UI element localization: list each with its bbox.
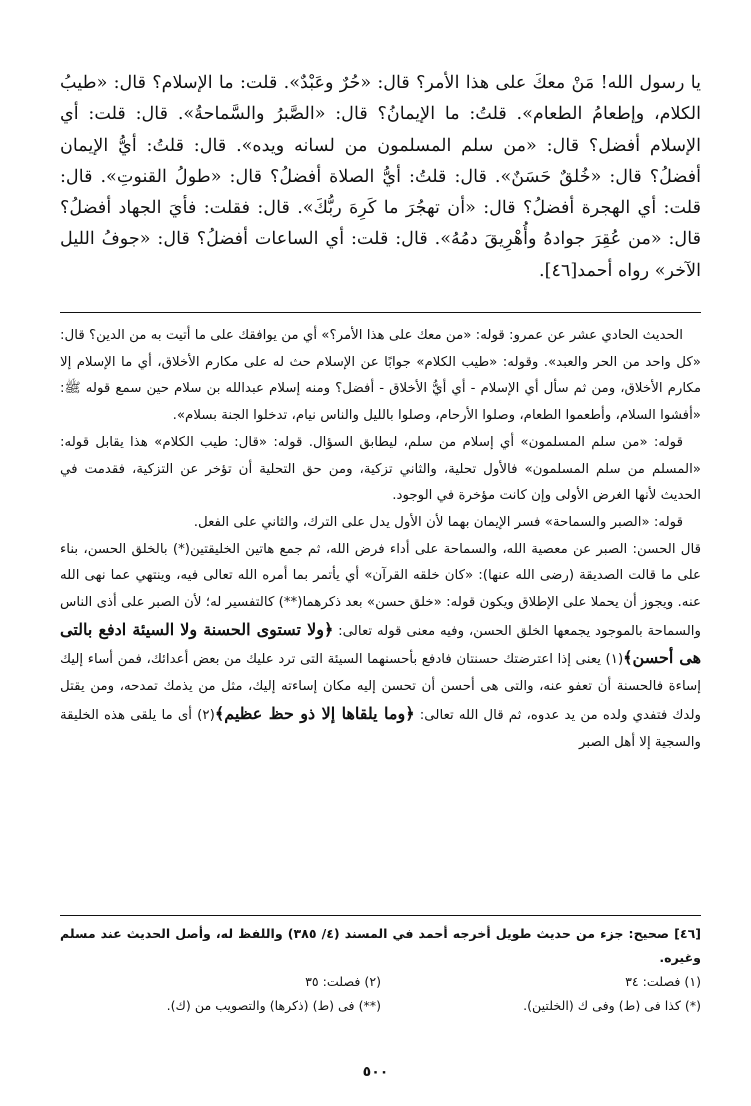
commentary-text: (١) يعنى إذا اعترضتك حسنتان فادفع بأحسنهما السيئة التى ترد عليك من بعض أعدائك، فمن أساء إليك إساءة فالحسنة أن تعفو عنه، والتى هى أحسن أن تحسن إليه مكان إساءته إليك، مثل من يذمك تمدحه، ومن يقتل ولدك فتفدي ولده من يد عدوه، ثم قال الله تعالى: xyxy=(60,652,701,723)
commentary-text: (٢) أى ما يلقى هذه الخليقة والسجية إلا أهل الصبر xyxy=(60,707,701,750)
footnotes xyxy=(60,922,701,1018)
commentary-paragraph-3: قوله: «الصبر والسماحة» فسر الإيمان بهما لأن الأول يدل على الترك، والثاني على الفعل. xyxy=(193,514,683,530)
footnote-star: (*) كذا فى (ط) وفى ك (الخلتين). xyxy=(523,998,701,1013)
quran-verse: ﴿وما يلقاها إلا ذو حظ عظيم﴾ xyxy=(214,703,415,723)
commentary-paragraph-1: الحديث الحادي عشر عن عمرو: قوله: «من معك على هذا الأمر؟» أي من يوافقك على ما أتيت به من الدين؟ قال: «كل واحد من الحر والعبد». وقوله: «طيب الكلام» جوابًا عن الإسلام حث له على مكارم الأخلاق، أي ما الإسلام إلا مكارم الأخلاق، ومن ثم سأل أي الإسلام - أي أيُّ الأخلاق - أفضل؟ ومنه إسلام عبدالله بن سلام حين سمع قوله ﷺ: «أفشوا السلام، وأطعموا الطعام، وصلوا الأرحام، وصلوا بالليل والناس نيام، تدخلوا الجنة بسلام». xyxy=(60,328,701,424)
commentary-paragraph-4 xyxy=(60,537,701,757)
quran-verse: ﴿ولا تستوى الحسنة ولا السيئة ادفع بالتى هى أحسن﴾ xyxy=(60,619,701,668)
takhrij-note: [٤٦] صحيح: جزء من حديث طويل أخرجه أحمد في المسند (٤/ ٣٨٥) واللفظ له، وأصل الحديث عند مسلم وغيره. xyxy=(60,926,702,965)
page-body xyxy=(60,68,701,1018)
footnote-row xyxy=(60,970,701,994)
commentary-text: قال الحسن: الصبر عن معصية الله، والسماحة على أداء فرض الله، ثم جمع هاتين الخليقتين(*) بالخلق الحسن، بناء على ما قالت الصديقة (رضى الله عنها): «كان خلقه القرآن» أي يأتمر بما أمره الله تعالى فيه، وينتهي عما نهى الله عنه. ويجوز أن يحملا على الإطلاق ويكون قوله: «خلق حسن» بعد ذكرهما(**) كالتفسير له؛ لأن الصبر على أذى الناس والسماحة بالموجود يجمعها الخلق الحسن، وفيه معنى قوله تعالى: xyxy=(60,541,701,639)
commentary xyxy=(60,323,701,907)
footnote-row xyxy=(60,994,701,1018)
footnote-2: (٢) فصلت: ٣٥ xyxy=(305,974,381,989)
main-separator xyxy=(60,312,701,313)
hadith-text: يا رسول الله! مَنْ معكَ على هذا الأمر؟ قال: «حُرٌ وعَبْدٌ». قلت: ما الإسلام؟ قال: «طيبُ الكلام، وإطعامُ الطعام». قلتُ: ما الإيمانُ؟ قال: «الصَّبرُ والسَّماحةُ». قال: قلت: أي الإسلام أفضل؟ قال: «من سلم المسلمون من لسانه ويده». قال: قلتُ: أيُّ الإيمان أفضلُ؟ قال: «خُلقٌ حَسَنٌ». قال: قلتُ: أيُّ الصلاة أفضلُ؟ قال: «طولُ القنوتِ». قال: قلت: أي الهجرة أفضلُ؟ قال: «أن تهجُرَ ما كَرِهَ ربُّكَ». قال: فقلت: فأيَ الجهاد أفضلُ؟ قال: «من عُقِرَ جوادهُ وأُهْرِيقَ دمُهُ». قال: قلت: أي الساعات أفضلُ؟ قال: «جوفُ الليل الآخر» رواه أحمد[٤٦]. xyxy=(60,73,701,281)
page-number: ٥٠٠ xyxy=(362,1064,389,1080)
footnote-double-star: (**) فى (ط) (ذكرها) والتصويب من (ك). xyxy=(166,998,381,1013)
footnote-separator xyxy=(60,915,701,916)
commentary-paragraph-2: قوله: «من سلم المسلمون» أي إسلام من سلم، ليطابق السؤال. قوله: «قال: طيب الكلام» هذا يقابل قوله: «المسلم من سلم المسلمون» فالأول تحلية، والثاني تزكية، ومن حق التحلية أن تؤخر عن التزكية، فقدمت في الحديث لأنها الغرض الأولى وإن كانت مؤخرة في الوجود. xyxy=(60,434,701,504)
footnote-1: (١) فصلت: ٣٤ xyxy=(625,974,701,989)
